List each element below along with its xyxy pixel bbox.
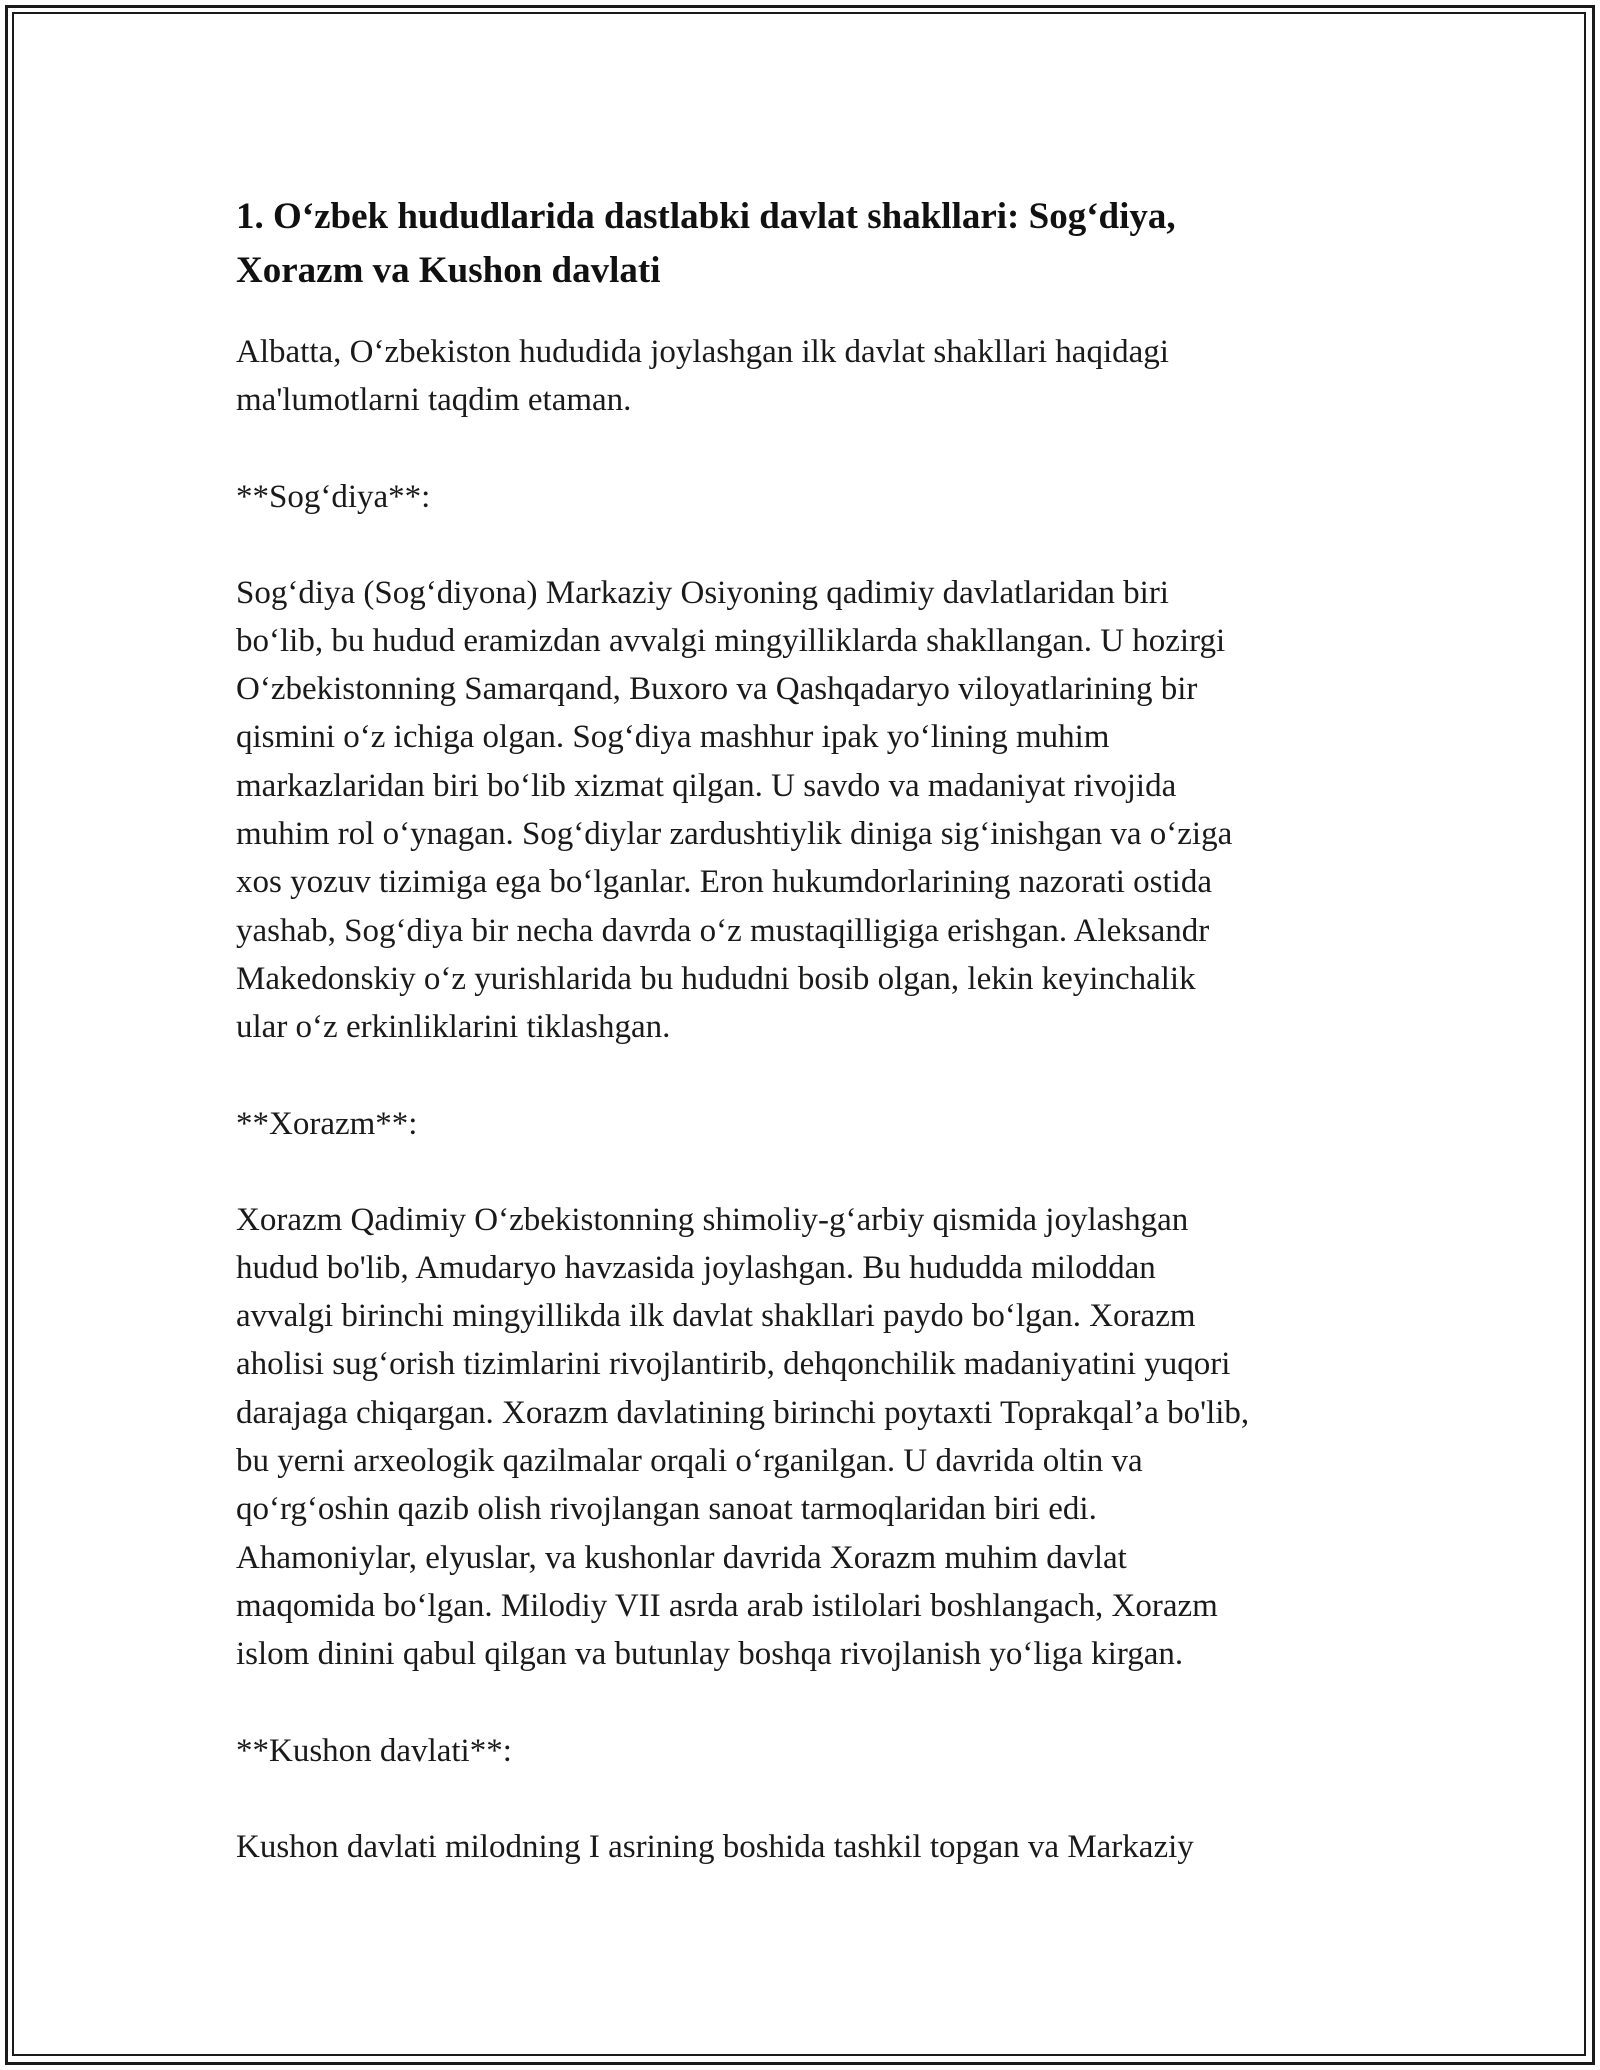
paragraph-line: xos yozuv tizimiga ega bo‘lganlar. Eron hukumdorlarining nazorati ostida	[236, 864, 1212, 901]
paragraph-line: aholisi sug‘orish tizimlarini rivojlantirib, dehqonchilik madaniyatini yuqori	[236, 1346, 1231, 1383]
paragraph-line: bu yerni arxeologik qazilmalar orqali o‘rganilgan. U davrida oltin va	[236, 1443, 1143, 1480]
paragraph-line: markazlaridan biri bo‘lib xizmat qilgan. U savdo va madaniyat rivojida	[236, 767, 1177, 804]
paragraph-line: Ahamoniylar, elyuslar, va kushonlar davrida Xorazm muhim davlat	[236, 1539, 1127, 1576]
paragraph-line: ma'lumotlarni taqdim etaman.	[236, 382, 632, 419]
section-paragraph-xorazm	[236, 1196, 1386, 1679]
section-paragraph-sogdiya	[236, 569, 1386, 1052]
document-title	[236, 190, 1386, 298]
paragraph-line: ular o‘z erkinliklarini tiklashgan.	[236, 1009, 671, 1046]
title-line: 1. O‘zbek hududlarida dastlabki davlat shakllari: Sog‘diya,	[236, 196, 1176, 237]
paragraph-line: avvalgi birinchi mingyillikda ilk davlat shakllari paydo bo‘lgan. Xorazm	[236, 1298, 1196, 1335]
document-body	[236, 180, 1386, 1919]
section-heading-xorazm: **Xorazm**:	[236, 1105, 418, 1142]
section-heading-kushon: **Kushon davlati**:	[236, 1732, 512, 1769]
title-line: Xorazm va Kushon davlati	[236, 250, 661, 291]
paragraph-line: muhim rol o‘ynagan. Sog‘diylar zardushtiylik diniga sig‘inishgan va o‘ziga	[236, 816, 1233, 853]
paragraph-line: Albatta, O‘zbekiston hududida joylashgan ilk davlat shakllari haqidagi	[236, 334, 1169, 370]
paragraph-line: islom dinini qabul qilgan va butunlay boshqa rivojlanish yo‘liga kirgan.	[236, 1636, 1184, 1673]
paragraph-line: darajaga chiqargan. Xorazm davlatining birinchi poytaxti Toprakqal’a bo'lib,	[236, 1394, 1250, 1431]
paragraph-line: Kushon davlati milodning I asrining boshida tashkil topgan va Markaziy	[236, 1828, 1194, 1865]
paragraph-line: yashab, Sog‘diya bir necha davrda o‘z mustaqilligiga erishgan. Aleksandr	[236, 912, 1210, 949]
paragraph-line: Sog‘diya (Sog‘diyona) Markaziy Osiyoning qadimiy davlatlaridan biri	[236, 574, 1169, 611]
paragraph-line: qo‘rg‘oshin qazib olish rivojlangan sanoat tarmoqlaridan biri edi.	[236, 1491, 1097, 1528]
paragraph-line: Makedonskiy o‘z yurishlarida bu hududni bosib olgan, lekin keyinchalik	[236, 960, 1196, 997]
section-heading-sogdiya: **Sog‘diya**:	[236, 478, 431, 515]
section-paragraph-kushon	[236, 1823, 1386, 1871]
paragraph-line: O‘zbekistonning Samarqand, Buxoro va Qashqadaryo viloyatlarining bir	[236, 671, 1198, 708]
paragraph-line: qismini o‘z ichiga olgan. Sog‘diya mashhur ipak yo‘lining muhim	[236, 719, 1110, 756]
paragraph-line: Xorazm Qadimiy O‘zbekistonning shimoliy-g‘arbiy qismida joylashgan	[236, 1201, 1189, 1238]
paragraph-line: bo‘lib, bu hudud eramizdan avvalgi mingyilliklarda shakllangan. U hozirgi	[236, 622, 1226, 659]
paragraph-line: hudud bo'lib, Amudaryo havzasida joylashgan. Bu hududda miloddan	[236, 1249, 1156, 1286]
paragraph-line: maqomida bo‘lgan. Milodiy VII asrda arab istilolari boshlangach, Xorazm	[236, 1587, 1218, 1624]
intro-paragraph	[236, 328, 1386, 425]
